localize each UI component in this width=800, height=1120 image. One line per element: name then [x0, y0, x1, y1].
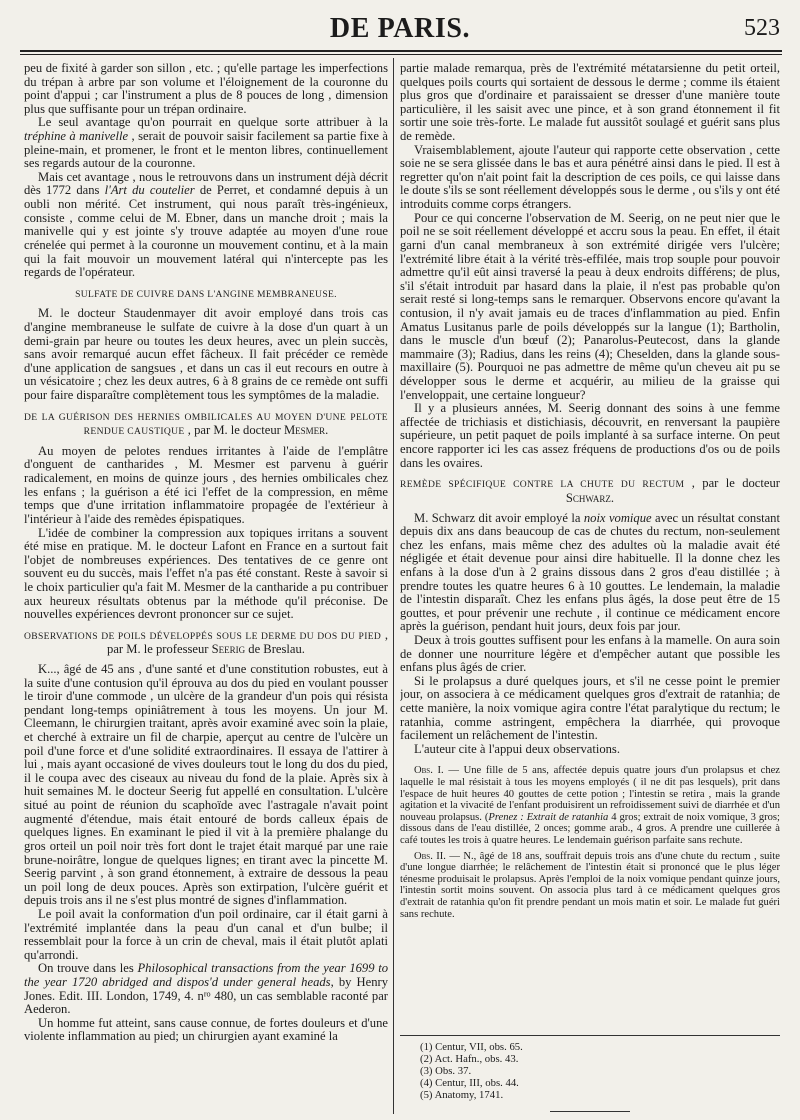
- paragraph-enfans-mamelle: Deux à trois gouttes suffisent pour les enfans à la mamelle. On aura soin de donner une nourriture légère et d'empêcher autant que possible les enfans plus âgés de crier.: [400, 632, 780, 675]
- text-run: , by Henry Jones. Edit. III. London, 1749, 4. n: [24, 975, 388, 1003]
- text-run: On trouve dans les: [38, 961, 138, 976]
- italic-run: tréphine à manivelle: [24, 129, 129, 144]
- heading-author: Seerig: [211, 642, 246, 657]
- text-run: — Une fille de 5 ans, affectée depuis quatre jours d'un prolapsus et chez laquelle le mal résistait à tous les moyens employés ( il ne dit pas lesquels), prit dans l'espace de huit heures 40 gouttes de cette potion ; l'intestin se retira , mais la grande agitation et la vivacité de l'enfant produisirent un refroidissement suivi de diarrhée et d'un nouveau prolapsus. (: [400, 765, 780, 823]
- section-heading-sulfate-de-cuivre: [24, 287, 388, 302]
- text-run: — N., âgé de 18 ans, souffrait depuis trois ans d'une chute du rectum , suite d'une longue diarrhée; le relâchement de l'intestin était si prononcé que le plus léger ténesme produisait le prolapsus. Après l'emploi de la noix vomique pendant quinze jours, l'intestin sortit moins souvent. On associa plus tard à ce médicament quelques gros d'extrait de ratanhia qu'on fit prendre pendant un mois matin et soir. Le malade fut guéri sans rechute.: [400, 850, 780, 920]
- italic-run: Prenez : Extrait de ratanhia: [488, 811, 609, 823]
- text-run: 4 gros; extrait de noix vomique, 3 gros; dissous dans de l'eau distillée, 2 onces; gomme arab., 4 gros. A prendre une cuillerée à café toutes les trois à quatre heures. Le lendemain guérison parfaite sans rechute.: [400, 811, 780, 847]
- text-run: Mais cet avantage , nous le retrouvons dans un instrument déjà décrit dès 1772 dans: [24, 169, 388, 198]
- paragraph-pelotes-irritantes: Au moyen de pelotes rendues irritantes à l'aide de l'emplâtre d'onguent de cantharides , M. Mesmer est parvenu à guérir radicalement, en moins de quinze jours , des hernies ombilicales chez les enfans ; la guérison a été ici l'effet de la compression, en même temps que d'une irritation inflammatoire propagée de l'extérieur à l'intérieur à l'aide des remèdes épispatiques.: [24, 443, 388, 526]
- text-run: de Perret, et condamné depuis à un oubli non mérité. Cet instrument, qui nous paraît très-ingénieux, consiste , comme celui de M. Ebner, dans un manche droit ; mais la manivelle qui y est jointe s'y trouve adaptée au moyen d'une roue crénelée qui permet à la couronne un mouvement continu, et à la main qui la fait mouvoir un mouvement latéral qui n'intercepte pas les regards de l'opérateur.: [24, 183, 388, 280]
- page-title: DE PARIS.: [329, 13, 471, 44]
- right-column: [400, 62, 780, 1114]
- section-heading-chute-du-rectum: [400, 477, 780, 505]
- paragraph-un-homme: Un homme fut atteint, sans cause connue, de fortes douleurs et d'une violente inflammation au pied; un chirurgien ayant examiné la: [24, 1015, 388, 1044]
- paragraph-poil-conformation: Le poil avait la conformation d'un poil ordinaire, car il était garni à l'extrémité implantée dans la peau d'un canal et d'un bulbe; il ressemblait pour la force à un crin de cheval, mais il était plutôt aplati qu'arrondi.: [24, 906, 388, 962]
- footnote: (2) Act. Hafn., obs. 43.: [420, 1053, 519, 1066]
- text-run: avec un résultat constant depuis dix ans dans beaucoup de cas de chutes du rectum, non-seulement chez les enfans, mais même chez des adultes où la maladie avait été négligée et était devenue pour ainsi dire habituelle. Il la donne chez les enfans à la dose d'un à 2 grains dissous dans 2 gros d'eau distillée ; à prendre toutes les quatre heures 6 à 10 gouttes. Le lendemain, la maladie de l'intestin disparaît. Chez les enfans plus âgés, la dose peut être de 15 gouttes, et pour prévenir une rechute , il continue ce médicament encore après la guérison, pendant huit jours, deux fois par jour.: [400, 510, 780, 634]
- paragraph-noix-vomique: [400, 512, 780, 634]
- paragraph-ratanhia: Si le prolapsus a duré quelques jours, et s'il ne cesse point le premier jour, on associera à ce médicament quelques gros d'extrait de ratanhia; de cette manière, la noix vomique agira contre l'état paralytique du rectum; le ratanhia, comme astringent, empêchera la diarrhée, qui provoque facilement un relâchement de l'intestin.: [400, 673, 780, 743]
- heading-title: SULFATE DE CUIVRE DANS L'ANGINE MEMBRANEUSE.: [75, 288, 337, 300]
- italic-run: l'Art du coutelier: [104, 183, 195, 198]
- paragraph-vraisemblablement: Vraisemblablement, ajoute l'auteur qui rapporte cette observation , cette soie ne se sera glissée dans le bas et aura pénétré ainsi dans le pied. Il est à regretter qu'on n'ait point fait la description de ces poils, ce qui laisse dans le doute s'ils se sont réellement développés sous le derme , ou s'ils y ont été introduits comme corps étrangers.: [400, 142, 780, 212]
- paragraph-art-du-coutelier: [24, 171, 388, 280]
- observation-label: Obs. I.: [414, 765, 444, 777]
- paragraph-observation-seerig: Pour ce qui concerne l'observation de M. Seerig, on ne peut nier que le poil ne se soit réellement développé et accru sous la peau. En effet, il était garni d'un canal membraneux à son extrémité dirigée vers l'ulcère; l'extrémité libre était à la vérité très-effilée, mais trop souple pour pouvoir admettre qu'il eût ainsi traversé la peau à deux endroits différens; de plus, s'il s'était introduit par hasard dans la plaie, il n'est pas probable qu'on serait resté si long-temps sans le remarquer. Observons encore qu'avant la contusion, il n'y avait jamais eu de traces d'inflammation au pied. Enfin Amatus Lusitanus parle de poils développés sur la langue (1); Bartholin, dans le muscle d'un bœuf (2); Panarolus-Peutecost, dans la glande mammaire (3); Radius, dans les reins (4); Cheselden, dans la glande sous-maxillaire (5). Pourquoi ne pas admettre de même qu'un cheveu ait pu se développer sous le derme et acquérir, au milieu de la graisse qui l'enveloppait, une certaine longueur?: [400, 210, 780, 402]
- heading-title: OBSERVATIONS DE POILS DÉVELOPPÉS SOUS LE DERME DU DOS DU PIED: [24, 630, 382, 642]
- footnote: (1) Centur, VII, obs. 65.: [420, 1041, 523, 1054]
- footnotes: [400, 1035, 780, 1114]
- heading-author: Schwarz.: [565, 490, 615, 505]
- italic-run: Philosophical transactions from the year 1699 to the year 1720 abridged and dispos'd under general heads: [24, 961, 388, 989]
- column-divider: [393, 58, 394, 1114]
- paragraph-trepan-continued: peu de fixité à garder son sillon , etc. ; qu'elle partage les imperfections du trépan à arbre par son volume et l'éloignement de la couronne du point d'appui ; car l'instrument a plus de 8 pouces de long , dimension plus que suffisante pour un trépan ordinaire.: [24, 62, 388, 116]
- observations-block: [400, 765, 780, 924]
- paragraph-staudenmayer: M. le docteur Staudenmayer dit avoir employé dans trois cas d'angine membraneuse le sulfate de cuivre à la dose d'un quart à un demi-grain par heure ou toutes les deux heures, avec un plein succès, sans avoir remarqué aucun effet fâcheux. Il fait précéder ce remède d'une application de sangsues , et dans un cas il eut recours en outre à un vésicatoire ; chez les deux autres, 6 à 8 grains de ce remède ont suffi pour faire disparaître complètement tous les symptômes de la maladie.: [24, 306, 388, 403]
- left-column: [24, 62, 388, 1114]
- text-run: , serait de pouvoir saisir facilement sa partie fixe à pleine-main, et promener, le front et le menton libres, continuellement ses regards autour de la couronne.: [24, 129, 388, 171]
- heading-byline: , par le docteur: [684, 476, 780, 491]
- paragraph-case-k: K..., âgé de 45 ans , d'une santé et d'une constitution robustes, eut à la suite d'une contusion qu'il éprouva au dos du pied en voulant pousser le tiroir d'une commode , un ulcère de la grandeur d'un pois qui résista pendant long-temps opiniâtrement à tous les moyens. Un jour M. Cleemann, le chirurgien traitant, après avoir examiné avec soin la plaie, et cherché à extraire un fil de charpie, aperçut au centre de l'ulcère un poil d'une force et d'une solidité extraordinaires. Il essaya de l'attirer à lui , mais ayant occasioné de vives douleurs tout le long du dos du pied, il le coupa avec des ciseaux au niveau du fond de la plaie. Après six à huit semaines M. le docteur Seerig fut appellé en consultation. L'ulcère situé au point de réunion du scaphoïde avec l'astragale n'avait point augmenté d'étendue, mais était entouré de bords calleux épais de quelques lignes. En examinant le pied il vit à la première phalange du gros orteil un poil noir très fort dont le trajet était marqué par une raie brune-noirâtre, longue de quelques lignes; en tirant avec la pincette M. Seerig parvint , à son grand étonnement, à extraire de dessous la peau un poil long de deux pouces. Après son extirpation, l'ulcère guérit et depuis trois ans il ne s'est plus montré de signes d'inflammation.: [24, 661, 388, 908]
- paragraph-partie-malade-continued: partie malade remarqua, près de l'extrémité métatarsienne du petit orteil, quelques poils courts qui sortaient de dessous le derme ; comme ils étaient plus gros que d'ordinaire et paraissaient se dresser d'une manière toute particulière, il les saisit avec une pince, et à son grand étonnement il fit sortir une soie très-forte. Le malade fut aussitôt soulagé et guérit sans plus de remède.: [400, 62, 780, 144]
- footnote: (4) Centur, III, obs. 44.: [420, 1077, 519, 1090]
- section-heading-hernies-ombilicales: [24, 410, 388, 439]
- section-heading-poils-developpes: [24, 629, 388, 657]
- heading-byline-end: de Breslau.: [245, 642, 305, 657]
- page-number: 523: [744, 15, 780, 41]
- paragraph-trephine-manivelle: [24, 116, 388, 170]
- footnote: (5) Anatomy, 1741.: [420, 1089, 504, 1102]
- heading-author: Mesmer.: [283, 423, 329, 438]
- paragraph-deux-observations: L'auteur cite à l'appui deux observations.: [414, 741, 620, 756]
- heading-title: DE LA GUÉRISON DES HERNIES OMBILICALES AU MOYEN D'UNE PELOTE RENDUE CAUSTIQUE: [24, 411, 388, 438]
- header-double-rule: [20, 50, 782, 55]
- heading-byline: , par M. le professeur: [107, 627, 388, 657]
- paragraph-compression-topiques: L'idée de combiner la compression aux topiques irritans a souvent été mise en pratique. M. le docteur Lafont en France en a surtout fait l'objet de nombreuses expériences. Des tentatives de ce genre ont souvent eu du succès, mais l'effet n'a pas été constant. Reste à savoir si le choix particulier qu'a fait M. Mesmer de la cantharide a pu contribuer aux heureux résultats obtenus par la méthode qu'il préconise. De nouvelles expériences devront prononcer sur ce sujet.: [24, 525, 388, 622]
- paragraph-philosophical-transactions: [24, 962, 388, 1016]
- footnote-end-rule: [550, 1111, 630, 1112]
- text-run: Le seul avantage qu'on pourrait en quelque sorte attribuer à la: [38, 115, 388, 130]
- italic-run: noix vomique: [583, 510, 652, 525]
- paragraph-trichiasis: Il y a plusieurs années, M. Seerig donnant des soins à une femme affectée de trichiasis et distichiasis, découvrit, en renversant la paupière supérieure, un petit paquet de poils implanté à sa surface interne. On peut encore rapporter ici les cas assez fréquens de productions d'os ou de poils dans les ovaires.: [400, 401, 780, 470]
- heading-title: REMÈDE SPÉCIFIQUE CONTRE LA CHUTE DU RECTUM: [400, 479, 685, 491]
- footnote: (3) Obs. 37.: [420, 1065, 472, 1078]
- text-run: M. Schwarz dit avoir employé la: [414, 510, 584, 525]
- text-run: 480, un cas semblable raconté par Aederon.: [24, 988, 388, 1017]
- observation-label: Obs. II.: [414, 850, 446, 862]
- superscript-run: ro: [203, 988, 211, 998]
- heading-byline: , par M. le docteur: [184, 423, 284, 438]
- observation-two: [400, 851, 780, 921]
- observation-one: [400, 765, 780, 846]
